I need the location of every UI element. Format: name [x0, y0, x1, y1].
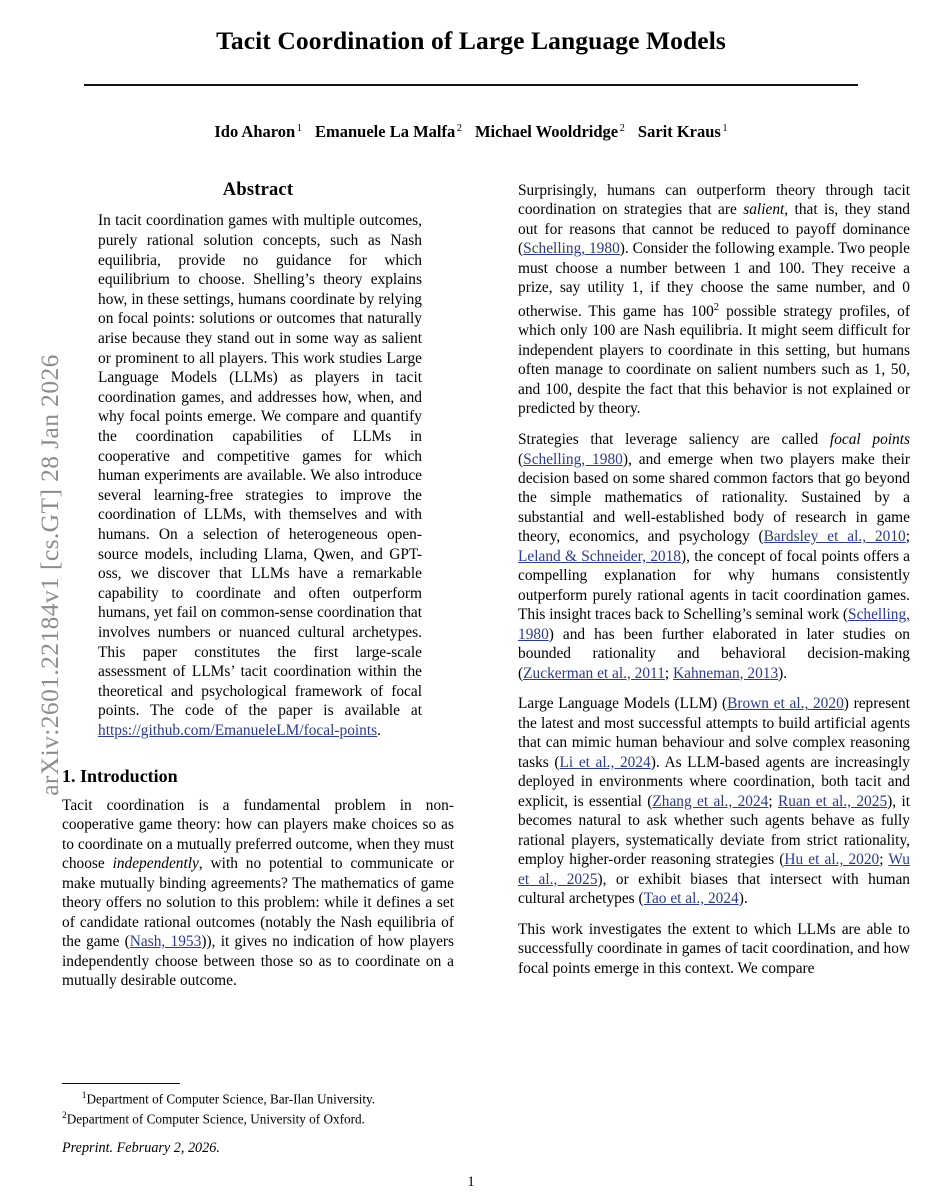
author-name: Sarit Kraus	[637, 122, 721, 141]
author-affiliation-marker: 2	[619, 122, 625, 134]
intro-paragraph-3	[518, 430, 910, 683]
code-repository-link[interactable]: https://github.com/EmanueleLM/focal-points	[98, 721, 378, 739]
paragraph-text: Tacit coordination is a fundamental problem in non-cooperative game theory: how can players make choices so as to coordinate on a mutually preferred outcome, when they must choose	[62, 796, 454, 873]
citation-link[interactable]: Bardsley et al., 2010	[763, 528, 906, 546]
right-column	[518, 181, 910, 990]
footnote-2	[62, 1108, 454, 1128]
paragraph-text: ) and has been further elaborated in later studies on bounded rationality and behavioral decision-making (	[518, 625, 910, 682]
citation-link[interactable]: Zhang et al., 2024	[652, 792, 769, 810]
intro-paragraph-2	[518, 181, 910, 419]
paragraph-text: ). As LLM-based agents are increasingly deployed in environments where coordination, both tacit and explicit, is essential (	[518, 753, 910, 810]
author-name: Emanuele La Malfa	[314, 122, 456, 141]
left-column	[62, 181, 454, 1002]
page-title: Tacit Coordination of Large Language Models	[216, 26, 726, 55]
abstract-body	[62, 211, 454, 740]
author-entry	[475, 122, 625, 141]
paragraph-text: )), it gives no indication of how players independently choose between those so as to coordinate on a mutually desirable outcome.	[62, 933, 455, 990]
footnote-marker: 1	[81, 1091, 87, 1101]
title-divider-rule	[84, 84, 858, 86]
author-name: Ido Aharon	[214, 122, 296, 141]
citation-link[interactable]: Li et al., 2024	[559, 753, 651, 771]
emphasis-text: salient	[743, 201, 785, 219]
paragraph-text: ;	[664, 664, 674, 682]
paragraph-text: ), the concept of focal points offers a compelling explanation for why humans consistently outperform purely rational agents in tacit coordination games. This insight traces back to Schelling’s seminal work (	[518, 547, 911, 624]
paragraph-text: ;	[879, 851, 889, 869]
paragraph-text: ).	[738, 889, 748, 907]
emphasis-text: focal points	[829, 431, 911, 449]
intro-paragraph-1	[62, 796, 454, 991]
preprint-notice: Preprint. February 2, 2026.	[62, 1140, 220, 1156]
paragraph-text: ), or exhibit biases that intersect with human cultural archetypes (	[518, 870, 910, 907]
citation-link[interactable]: Schelling, 1980	[523, 450, 623, 468]
citation-link[interactable]: Brown et al., 2020	[727, 695, 844, 713]
abstract-text-end: .	[377, 721, 381, 739]
intro-paragraph-5: This work investigates the extent to which LLMs are able to successfully coordinate in games of tacit coordination, and how focal points emerge in this context. We compare	[518, 920, 910, 977]
abstract-text: In tacit coordination games with multiple outcomes, purely rational solution concepts, such as Nash equilibria, provide no guidance for which equilibrium to choose. Shelling’s theory explains how, in these settings, humans coordinate by relying on focal points: solutions or outcomes that naturally arise because they stand out in some way as salient or prominent to all players. This work studies Large Language Models (LLMs) as players in tacit coordination games, and addresses how, when, and why focal points emerge. We compare and quantify the coordination capabilities of LLMs in cooperative and competitive games for which human experiments are available. We also introduce several learning-free strategies to improve the coordination of LLMs, with themselves and with humans. On a selection of heterogeneous open-source models, including Llama, Qwen, and GPT-oss, we discover that LLMs have a remarkable capability to coordinate and often outperform humans, yet fail on common-sense coordination that involves numbers or nuanced cultural archetypes. This paper constitutes the first large-scale assessment of LLMs’ tacit coordination within the theoretical and psychological framework of focal points. The code of the paper is available at	[98, 212, 422, 720]
paragraph-text: ), and emerge when two players make their decision based on some shared common factors that go beyond the simple mathematics of rationality. Sustained by a substantial and well-established body of research in game theory, economics, and psychology (	[518, 450, 910, 546]
author-name: Michael Wooldridge	[474, 122, 619, 141]
citation-link[interactable]: Leland & Schneider, 2018	[518, 547, 681, 565]
paragraph-text: (	[518, 450, 524, 468]
author-affiliation-marker: 1	[296, 122, 302, 134]
citation-link[interactable]: Kahneman, 2013	[673, 664, 779, 682]
footnote-text: Department of Computer Science, Bar-Ilan University.	[86, 1091, 376, 1107]
emphasis-text: independently	[112, 855, 199, 873]
section-heading-introduction: 1. Introduction	[62, 766, 178, 787]
paragraph-text: , that is, they stand out for reasons that cannot be reduced to payoff dominance (	[518, 201, 910, 258]
paragraph-text: Large Language Models (LLM) (	[518, 695, 728, 713]
paragraph-text: ), it becomes natural to ask whether such agents behave as fully rational players, systematically deviate from strict rationality, employ higher-order reasoning strategies (	[518, 792, 911, 869]
paragraph-text: possible strategy profiles, of which only 100 are Nash equilibria. It might seem difficult for independent players to coordinate in this setting, but humans often manage to coordinate on salient numbers such as 1, 50, and 100, despite the fact that this behavior is not explained or predicted by theory.	[518, 302, 910, 418]
paragraph-text: ;	[905, 528, 910, 546]
paragraph-text: ).	[778, 664, 788, 682]
citation-link[interactable]: Zuckerman et al., 2011	[523, 664, 665, 682]
footnote-text: Department of Computer Science, University of Oxford.	[66, 1111, 365, 1127]
citation-link[interactable]: Ruan et al., 2025	[777, 792, 888, 810]
paragraph-text: Surprisingly, humans can outperform theory through tacit coordination on strategies that are	[518, 182, 910, 219]
author-entry	[315, 122, 462, 141]
exponent-superscript: 2	[713, 301, 720, 313]
paragraph-text: ;	[768, 792, 778, 810]
paragraph-text: Strategies that leverage saliency are called	[518, 431, 830, 449]
author-list	[100, 122, 842, 142]
citation-link[interactable]: Nash, 1953	[129, 933, 202, 951]
author-affiliation-marker: 1	[722, 122, 728, 134]
page-number: 1	[467, 1174, 475, 1190]
author-affiliation-marker: 2	[456, 122, 462, 134]
paragraph-text: ). Consider the following example. Two people must choose a number between 1 and 100. They receive a prize, say utility 1, if they choose the same number, and 0 otherwise. This game has 100	[518, 240, 910, 320]
author-entry	[214, 122, 302, 141]
footnote-1	[62, 1088, 454, 1108]
abstract-heading: Abstract	[222, 180, 294, 200]
footnote-block	[62, 1088, 454, 1128]
intro-paragraph-4	[518, 694, 910, 908]
paragraph-text: ) represent the latest and most successful attempts to build artificial agents that can mimic human behaviour and solve complex reasoning tasks (	[518, 695, 910, 771]
citation-link[interactable]: Tao et al., 2024	[643, 889, 739, 907]
citation-link[interactable]: Hu et al., 2020	[784, 851, 880, 869]
citation-link[interactable]: Schelling, 1980	[523, 240, 620, 258]
arxiv-identifier-stamp: arXiv:2601.22184v1 [cs.GT] 28 Jan 2026	[35, 354, 64, 796]
footnote-marker: 2	[62, 1110, 67, 1121]
paragraph-text: , with no potential to communicate or make mutually binding agreements? The mathematics of game theory offers no solution to this problem: while it defines a set of candidate rational outcomes (notably the Nash equilibria of the game (	[62, 855, 454, 951]
author-entry	[638, 122, 728, 141]
citation-link[interactable]: Wu et al., 2025	[518, 851, 910, 888]
footnote-divider-rule	[62, 1083, 180, 1084]
citation-link[interactable]: Schelling, 1980	[518, 606, 910, 643]
